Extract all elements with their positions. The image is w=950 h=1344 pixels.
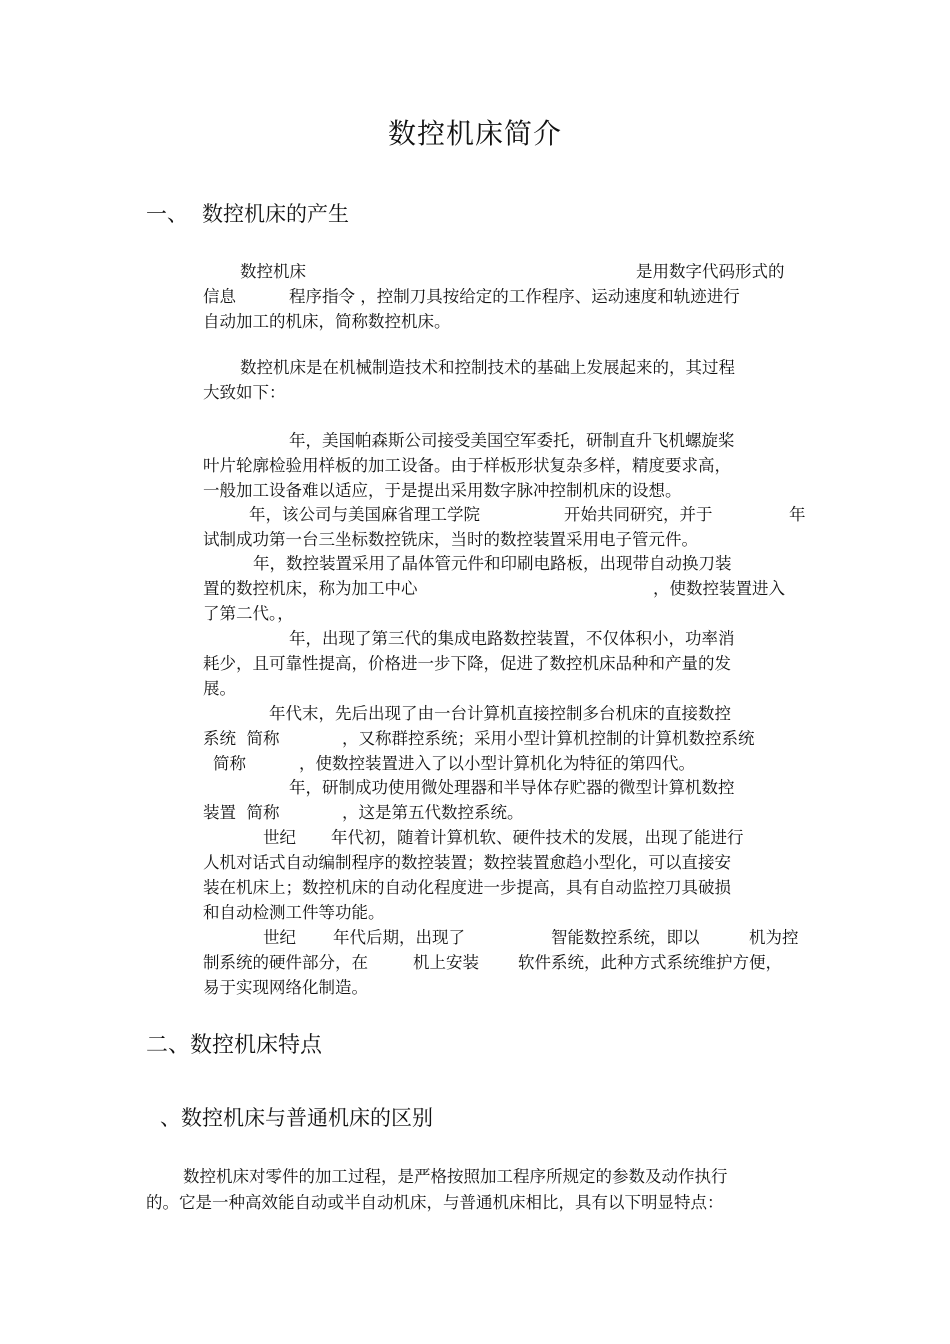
text-line: 人机对话式自动编制程序的数控装置；数控装置愈趋小型化，可以直接安 [203, 853, 731, 872]
text-line: 软件系统，此种方式系统维护方便， [518, 953, 782, 972]
text-line: 年，该公司与美国麻省理工学院 [249, 505, 480, 524]
section2-subheading: 、数控机床与普通机床的区别 [160, 1106, 433, 1130]
text-line: 大致如下： [203, 383, 286, 402]
text-line: 年，数控装置采用了晶体管元件和印刷电路板，出现带自动换刀装 [253, 554, 732, 573]
text-line: 年 [789, 505, 806, 524]
text-line: 耗少，且可靠性提高，价格进一步下降，促进了数控机床品种和产量的发 [203, 654, 731, 673]
text-line: 展。 [203, 679, 236, 698]
text-line: 年，美国帕森斯公司接受美国空军委托，研制直升飞机螺旋桨 [289, 431, 735, 450]
text-line: 置的数控机床，称为加工中心 [203, 579, 418, 598]
text-line: 装在机床上；数控机床的自动化程度进一步提高，具有自动监控刀具破损 [203, 878, 731, 897]
text-line: 系统 简称 [203, 729, 280, 748]
section2-heading: 二、数控机床特点 [146, 1033, 323, 1058]
text-line: 自动加工的机床，简称数控机床。 [203, 312, 451, 331]
text-line: ，使数控装置进入了以小型计算机化为特征的第四代。 [299, 754, 695, 773]
text-line: 装置 简称 [203, 803, 280, 822]
text-line: 制系统的硬件部分，在 [203, 953, 368, 972]
text-line: 年代初，随着计算机软、硬件技术的发展，出现了能进行 [331, 828, 744, 847]
text-line: 数控机床对零件的加工过程，是严格按照加工程序所规定的参数及动作执行 [183, 1167, 728, 1186]
text-line: 年，研制成功使用微处理器和半导体存贮器的微型计算机数控 [289, 778, 735, 797]
text-line: 智能数控系统，即以 [551, 928, 700, 947]
text-line: 年代末，先后出现了由一台计算机直接控制多台机床的直接数控 [269, 704, 731, 723]
text-line: 数控机床是在机械制造技术和控制技术的基础上发展起来的，其过程 [240, 358, 735, 377]
text-line: 了第二代。， [203, 604, 294, 623]
text-line: 易于实现网络化制造。 [203, 978, 368, 997]
text-line: 年代后期，出现了 [333, 928, 465, 947]
page-title: 数控机床简介 [387, 117, 562, 150]
text-line: ，又称群控系统；采用小型计算机控制的计算机数控系统 [342, 729, 755, 748]
text-line: 数控机床 [240, 262, 306, 281]
text-line: 机为控 [749, 928, 799, 947]
text-line: 试制成功第一台三坐标数控铣床，当时的数控装置采用电子管元件。 [203, 530, 698, 549]
text-line: 信息 [203, 287, 236, 306]
section1-number: 一、 [146, 202, 188, 226]
text-line: 是用数字代码形式的 [636, 262, 785, 281]
text-line: ，这是第五代数控系统。 [342, 803, 524, 822]
text-line: 年，出现了第三代的集成电路数控装置，不仅体积小，功率消 [289, 629, 735, 648]
text-line: 世纪 [263, 928, 296, 947]
text-line: 程序指令 ，控制刀具按给定的工作程序、运动速度和轨迹进行 [289, 287, 740, 306]
text-line: 世纪 [263, 828, 296, 847]
text-line: ，使数控装置进入 [653, 579, 785, 598]
text-line: 开始共同研究，并于 [564, 505, 713, 524]
text-line: 的。它是一种高效能自动或半自动机床，与普通机床相比，具有以下明显特点： [146, 1193, 724, 1212]
text-line: 叶片轮廓检验用样板的加工设备。由于样板形状复杂多样，精度要求高， [203, 456, 731, 475]
text-line: 简称 [213, 754, 246, 773]
section1-heading: 数控机床的产生 [202, 202, 349, 226]
text-line: 和自动检测工件等功能。 [203, 903, 385, 922]
text-line: 机上安装 [413, 953, 479, 972]
text-line: 一般加工设备难以适应，于是提出采用数字脉冲控制机床的设想。 [203, 481, 682, 500]
